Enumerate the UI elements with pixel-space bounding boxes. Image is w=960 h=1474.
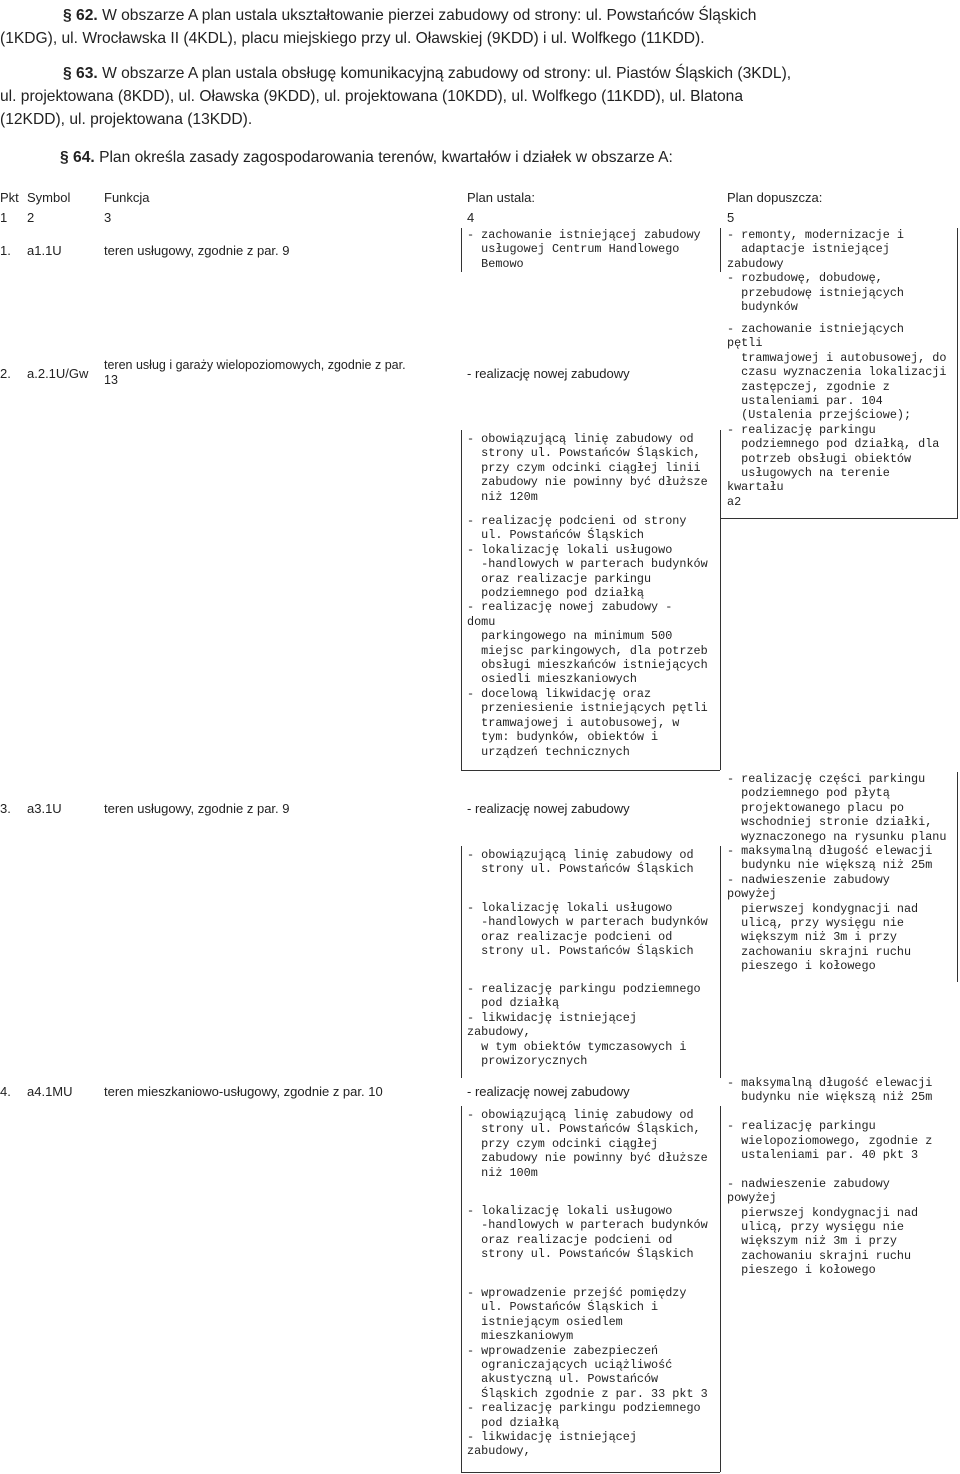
paragraph-64 (0, 146, 960, 169)
table-border (720, 1106, 721, 1472)
table-border (461, 1106, 462, 1472)
table-border (461, 846, 462, 1078)
column-number: 3 (104, 210, 112, 225)
header-funkcja: Funkcja (104, 190, 150, 205)
ustala-cell: - obowiązującą linię zabudowy od strony ul. Powstańców Śląskich, przy czym odcinki ciągłej linii zabudowy nie powinny być dłuższe niż 120m (467, 432, 708, 504)
paragraph-63 (0, 62, 960, 131)
header-pkt: Pkt (0, 190, 19, 205)
table-border (720, 228, 721, 272)
row-pkt: 3. (0, 801, 11, 816)
table-border (957, 228, 958, 518)
header-plan-dopuszcza: Plan dopuszcza: (727, 190, 823, 205)
ustala-cell: - obowiązującą linię zabudowy od strony ul. Powstańców Śląskich (467, 848, 694, 877)
row-pkt: 2. (0, 366, 11, 381)
row-funkcja-line: 13 (104, 373, 118, 387)
row-pkt: 4. (0, 1084, 11, 1099)
table-border (461, 430, 462, 770)
paragraph-number: 63. (76, 65, 98, 82)
paragraph-number: 62. (76, 7, 98, 24)
paragraph-text-line: Plan określa zasady zagospodarowania terenów, kwartałów i działek w obszarze A: (99, 149, 673, 166)
table-border (720, 430, 721, 770)
dopuszcza-cell: - remonty, modernizacje i adaptacje istniejącej zabudowy - rozbudowę, dobudowę, przebudowę istniejących budynków (727, 228, 904, 315)
ustala-cell: - zachowanie istniejącej zabudowy usługowej Centrum Handlowego Bemowo (467, 228, 701, 271)
dopuszcza-cell: - maksymalną długość elewacji budynku nie większą niż 25m - realizację parkingu wielopoziomowego, zgodnie z ustaleniami par. 40 pkt 3 - nadwieszenie zabudowy powyżej pierwszej kondygnacji nad ulicą, przy wysięgu nie większym niż 3m i przy zachowaniu skrajni ruchu pieszego i kołowego (727, 1076, 933, 1278)
row-pkt: 1. (0, 243, 11, 258)
section-symbol: § (63, 65, 72, 82)
ustala-cell: - lokalizację lokali usługowo -handlowych w parterach budynków oraz realizacje podcieni od strony ul. Powstańców Śląskich (467, 1204, 708, 1262)
paragraph-text-line: (1KDG), ul. Wrocławska II (4KDL), placu miejskiego przy ul. Oławskiej (9KDD) i ul. Wolfkego (11KDD). (0, 30, 705, 47)
table-border (720, 846, 721, 1078)
dopuszcza-cell: - realizację części parkingu podziemnego pod płytą projektowanego placu po wschodniej stronie działki, wyznaczonego na rysunku planu - maksymalną długość elewacji budynku nie większą niż 25m - nadwieszenie zabudowy powyżej pierwszej kondygnacji nad ulicą, przy wysięgu nie większym niż 3m i przy zachowaniu skrajni ruchu pieszego i kołowego (727, 772, 947, 974)
paragraph-number: 64. (73, 149, 95, 166)
table-border (461, 770, 720, 771)
ustala-cell: - wprowadzenie przejść pomiędzy ul. Powstańców Śląskich i istniejącym osiedlem mieszkaniowym - wprowadzenie zabezpieczeń ograniczających uciążliwość akustyczną ul. Powstańców Śląskich zgodnie z par. 33 pkt 3 - realizację parkingu podziemnego pod działką - likwidację istniejącej zabudowy, (467, 1286, 708, 1459)
ustala-cell: - realizację nowej zabudowy (467, 801, 630, 816)
table-border (461, 1472, 720, 1473)
row-funkcja: teren mieszkaniowo-usługowy, zgodnie z par. 10 (104, 1084, 383, 1099)
ustala-cell: - obowiązującą linię zabudowy od strony ul. Powstańców Śląskich, przy czym odcinki ciągłej zabudowy nie powinny być dłuższe niż 100m (467, 1108, 708, 1180)
paragraph-text-line: W obszarze A plan ustala ukształtowanie pierzei zabudowy od strony: ul. Powstańców Śląskich (102, 7, 757, 24)
row-funkcja (104, 358, 406, 388)
ustala-cell: - lokalizację lokali usługowo -handlowych w parterach budynków oraz realizacje podcieni od strony ul. Powstańców Śląskich (467, 901, 708, 959)
column-number: 1 (0, 210, 8, 225)
row-funkcja: teren usługowy, zgodnie z par. 9 (104, 801, 290, 816)
row-symbol: a4.1MU (27, 1084, 73, 1099)
header-plan-ustala: Plan ustala: (467, 190, 535, 205)
header-symbol: Symbol (27, 190, 71, 205)
ustala-cell: - realizację nowej zabudowy (467, 366, 630, 381)
column-number: 5 (727, 210, 735, 225)
section-symbol: § (60, 149, 69, 166)
paragraph-62 (0, 4, 960, 50)
dopuszcza-cell: - zachowanie istniejących pętli tramwajowej i autobusowej, do czasu wyznaczenia lokalizacji zastępczej, zgodnie z ustaleniami par. 104 (Ustalenia przejściowe); - realizację parkingu podziemnego pod działką, dla potrzeb obsługi obiektów usługowych na terenie kwartału a2 (727, 322, 947, 509)
column-number: 4 (467, 210, 475, 225)
ustala-cell: - realizację podcieni od strony ul. Powstańców Śląskich - lokalizację lokali usługowo -handlowych w parterach budynków oraz realizacje parkingu podziemnego pod działką - realizację nowej zabudowy - domu parkingowego na minimum 500 miejsc parkingowych, dla potrzeb obsługi mieszkańców istniejących osiedli mieszkaniowych - docelową likwidację oraz przeniesienie istniejących pętli tramwajowej i autobusowej, w tym: budynków, obiektów i urządzeń technicznych (467, 514, 708, 759)
table-border (461, 228, 462, 272)
paragraph-text-line: (12KDD), ul. projektowana (13KDD). (0, 111, 253, 128)
paragraph-text-line: W obszarze A plan ustala obsługę komunikacyjną zabudowy od strony: ul. Piastów Śląskich (3KDL), (102, 65, 792, 82)
ustala-cell: - realizację parkingu podziemnego pod działką - likwidację istniejącej zabudowy, w tym obiektów tymczasowych i prowizorycznych (467, 982, 701, 1069)
table-border (720, 518, 958, 519)
row-symbol: a.2.1U/Gw (27, 366, 89, 381)
column-number: 2 (27, 210, 35, 225)
row-symbol: a3.1U (27, 801, 62, 816)
row-funkcja-line: teren usług i garaży wielopoziomowych, zgodnie z par. (104, 358, 406, 372)
section-symbol: § (63, 7, 72, 24)
paragraph-text-line: ul. projektowana (8KDD), ul. Oławska (9KDD), ul. projektowana (10KDD), ul. Wolfkego (11KDD), ul. Blatona (0, 88, 744, 105)
row-funkcja: teren usługowy, zgodnie z par. 9 (104, 243, 290, 258)
ustala-cell: - realizację nowej zabudowy (467, 1084, 630, 1099)
table-border (957, 772, 958, 982)
row-symbol: a1.1U (27, 243, 62, 258)
